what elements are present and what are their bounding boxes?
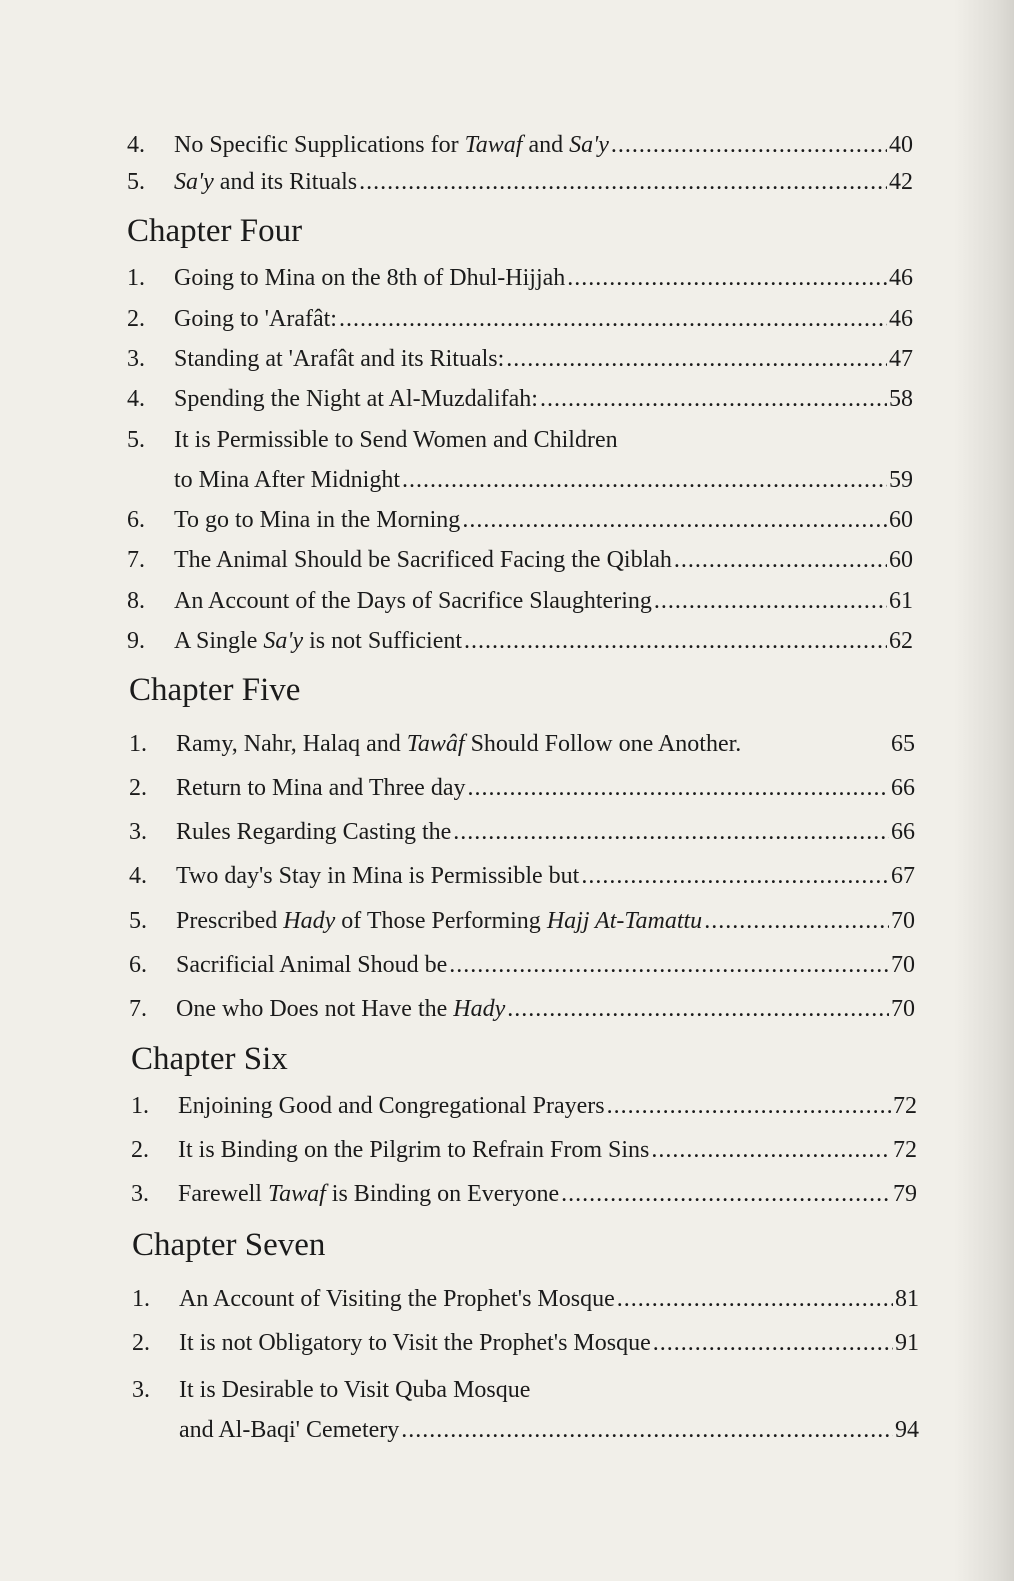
title-text: and Al-Baqi' Cemetery [179,1417,400,1443]
entry-title [174,463,400,497]
page-number: 46 [889,306,913,332]
page-number: 60 [889,547,913,573]
dot-leader [581,859,889,893]
title-text: and its Rituals [213,169,358,195]
toc-entry[interactable] [0,503,1014,537]
entry-title-first-line: It is Permissible to Send Women and Children [174,427,618,453]
chapter-heading: Chapter Five [129,672,301,708]
dot-leader [402,463,887,497]
entry-title [174,503,460,537]
entry-title [174,165,357,199]
title-text: One who Does not Have the [176,996,454,1022]
toc-entry[interactable] [0,543,1014,577]
entry-title [179,1413,399,1447]
chapter-heading: Chapter Six [131,1041,288,1077]
entry-number: 2. [127,306,145,332]
entry-number: 1. [129,731,147,757]
title-text: Prescribed [176,908,284,934]
entry-title [174,543,672,577]
title-text: An Account of the Days of Sacrifice Slaughtering [174,588,652,614]
entry-number: 6. [127,507,145,533]
italic-term: Tawaf [267,1181,326,1207]
dot-leader [467,771,889,805]
entry-title [174,128,609,162]
title-text: The Animal Should be Sacrificed Facing the Qiblah [174,547,672,573]
page-number: 70 [891,952,915,978]
title-text: is not Sufficient [303,628,463,654]
dot-leader [449,948,889,982]
chapter-heading: Chapter Four [127,213,303,249]
page-number: 60 [889,507,913,533]
toc-entry[interactable] [0,948,1014,982]
dot-leader [561,1177,891,1211]
entry-number: 3. [132,1377,150,1403]
page-number: 79 [893,1181,917,1207]
title-text: Rules Regarding Casting the [176,819,452,845]
title-text: of Those Performing [335,908,547,934]
entry-title [174,624,462,658]
italic-term: Tawâf [406,731,465,757]
entry-number: 7. [129,996,147,1022]
italic-term: Hady [283,908,336,934]
dot-leader [506,342,887,376]
toc-entry[interactable] [0,1089,1014,1123]
entry-number: 2. [131,1137,149,1163]
toc-entry[interactable] [0,382,1014,416]
page-number: 59 [889,467,913,493]
entry-number: 3. [129,819,147,845]
entry-number: 1. [131,1093,149,1119]
page-number: 91 [895,1330,919,1356]
title-text: and [522,132,570,158]
italic-term: Hajj At-Tamattu [546,908,703,934]
dot-leader [611,128,887,162]
toc-entry[interactable] [0,1177,1014,1211]
entry-number: 5. [127,427,145,453]
dot-leader [607,1089,891,1123]
entry-title [176,771,465,805]
entry-title [174,261,565,295]
page-number: 40 [889,132,913,158]
toc-entry[interactable] [0,584,1014,618]
entry-number: 2. [129,775,147,801]
title-text: Should Follow one Another. [464,731,742,757]
title-text: A Single [174,628,264,654]
page-number: 66 [891,775,915,801]
entry-title [176,948,447,982]
entry-number: 3. [131,1181,149,1207]
entry-title [178,1089,605,1123]
page-number: 81 [895,1286,919,1312]
page-number: 61 [889,588,913,614]
dot-leader [462,503,887,537]
toc-entry[interactable] [0,859,1014,893]
entry-title [179,1326,651,1360]
title-text: to Mina After Midnight [174,467,400,493]
toc-entry[interactable] [0,624,1014,658]
dot-leader [567,261,887,295]
toc-entry[interactable] [0,904,1014,938]
entry-number: 7. [127,547,145,573]
title-text: To go to Mina in the Morning [174,507,461,533]
title-text: Farewell [178,1181,268,1207]
title-text: Return to Mina and Three day [176,775,466,801]
italic-term: Hady [453,996,506,1022]
toc-entry[interactable] [0,771,1014,805]
entry-number: 9. [127,628,145,654]
entry-title [176,992,505,1026]
italic-term: Sa'y [263,628,304,654]
entry-title [174,342,504,376]
dot-leader [359,165,887,199]
italic-term: Tawaf [464,132,523,158]
toc-entry[interactable] [0,302,1014,336]
title-text: Two day's Stay in Mina is Permissible but [176,863,580,889]
page-number: 70 [891,996,915,1022]
entry-number: 1. [127,265,145,291]
italic-term: Sa'y [174,169,214,195]
toc-entry[interactable] [0,342,1014,376]
page-number: 66 [891,819,915,845]
page-number: 65 [891,731,915,757]
entry-title [176,815,451,849]
toc-entry[interactable] [0,992,1014,1026]
title-text: It is Binding on the Pilgrim to Refrain From Sins [178,1137,650,1163]
dot-leader [654,584,887,618]
title-text: Going to Mina on the 8th of Dhul-Hijjah [174,265,566,291]
dot-leader [540,382,887,416]
dot-leader [401,1413,893,1447]
entry-number: 8. [127,588,145,614]
toc-entry[interactable] [0,1133,1014,1167]
entry-number: 5. [129,908,147,934]
toc-entry[interactable] [0,261,1014,295]
page-number: 58 [889,386,913,412]
chapter-heading: Chapter Seven [132,1227,326,1263]
toc-entry[interactable] [0,128,1014,162]
title-text: An Account of Visiting the Prophet's Mosque [179,1286,615,1312]
page-number: 62 [889,628,913,654]
entry-title-first-line: It is Desirable to Visit Quba Mosque [179,1377,531,1403]
entry-title [179,1282,615,1316]
entry-title [174,382,538,416]
title-text: No Specific Supplications for [174,132,465,158]
entry-title [174,584,652,618]
italic-term: Sa'y [569,132,609,158]
entry-number: 2. [132,1330,150,1356]
dot-leader [453,815,889,849]
title-text: Spending the Night at Al-Muzdalifah: [174,386,538,412]
toc-entry[interactable] [0,1377,1014,1447]
toc-entry[interactable] [0,1282,1014,1316]
title-text: Ramy, Nahr, Halaq and [176,731,407,757]
toc-entry[interactable] [0,427,1014,497]
toc-entry[interactable] [0,1326,1014,1360]
page-number: 72 [893,1137,917,1163]
entry-number: 3. [127,346,145,372]
toc-entry[interactable] [0,727,1014,761]
title-text: Going to 'Arafât: [174,306,337,332]
page-number: 47 [889,346,913,372]
dot-leader [464,624,887,658]
dot-leader [653,1326,893,1360]
dot-leader [339,302,887,336]
entry-number: 6. [129,952,147,978]
dot-leader [704,904,889,938]
entry-title [176,859,579,893]
entry-number: 4. [129,863,147,889]
toc-entry[interactable] [0,815,1014,849]
entry-title [178,1133,649,1167]
dot-leader [617,1282,893,1316]
dot-leader [507,992,889,1026]
page-number: 70 [891,908,915,934]
page-number: 94 [895,1417,919,1443]
page-number: 72 [893,1093,917,1119]
page-number: 46 [889,265,913,291]
page-number: 67 [891,863,915,889]
toc-entry[interactable] [0,165,1014,199]
page-number: 42 [889,169,913,195]
title-text: is Binding on Everyone [325,1181,560,1207]
title-text: Enjoining Good and Congregational Prayers [178,1093,605,1119]
dot-leader [651,1133,891,1167]
entry-number: 4. [127,132,145,158]
title-text: Sacrificial Animal Shoud be [176,952,448,978]
title-text: It is not Obligatory to Visit the Prophet's Mosque [179,1330,651,1356]
title-text: Standing at 'Arafât and its Rituals: [174,346,505,372]
entry-number: 1. [132,1286,150,1312]
entry-title [176,727,741,761]
entry-title [178,1177,559,1211]
entry-number: 4. [127,386,145,412]
entry-title [174,302,337,336]
entry-number: 5. [127,169,145,195]
entry-title [176,904,702,938]
dot-leader [674,543,887,577]
